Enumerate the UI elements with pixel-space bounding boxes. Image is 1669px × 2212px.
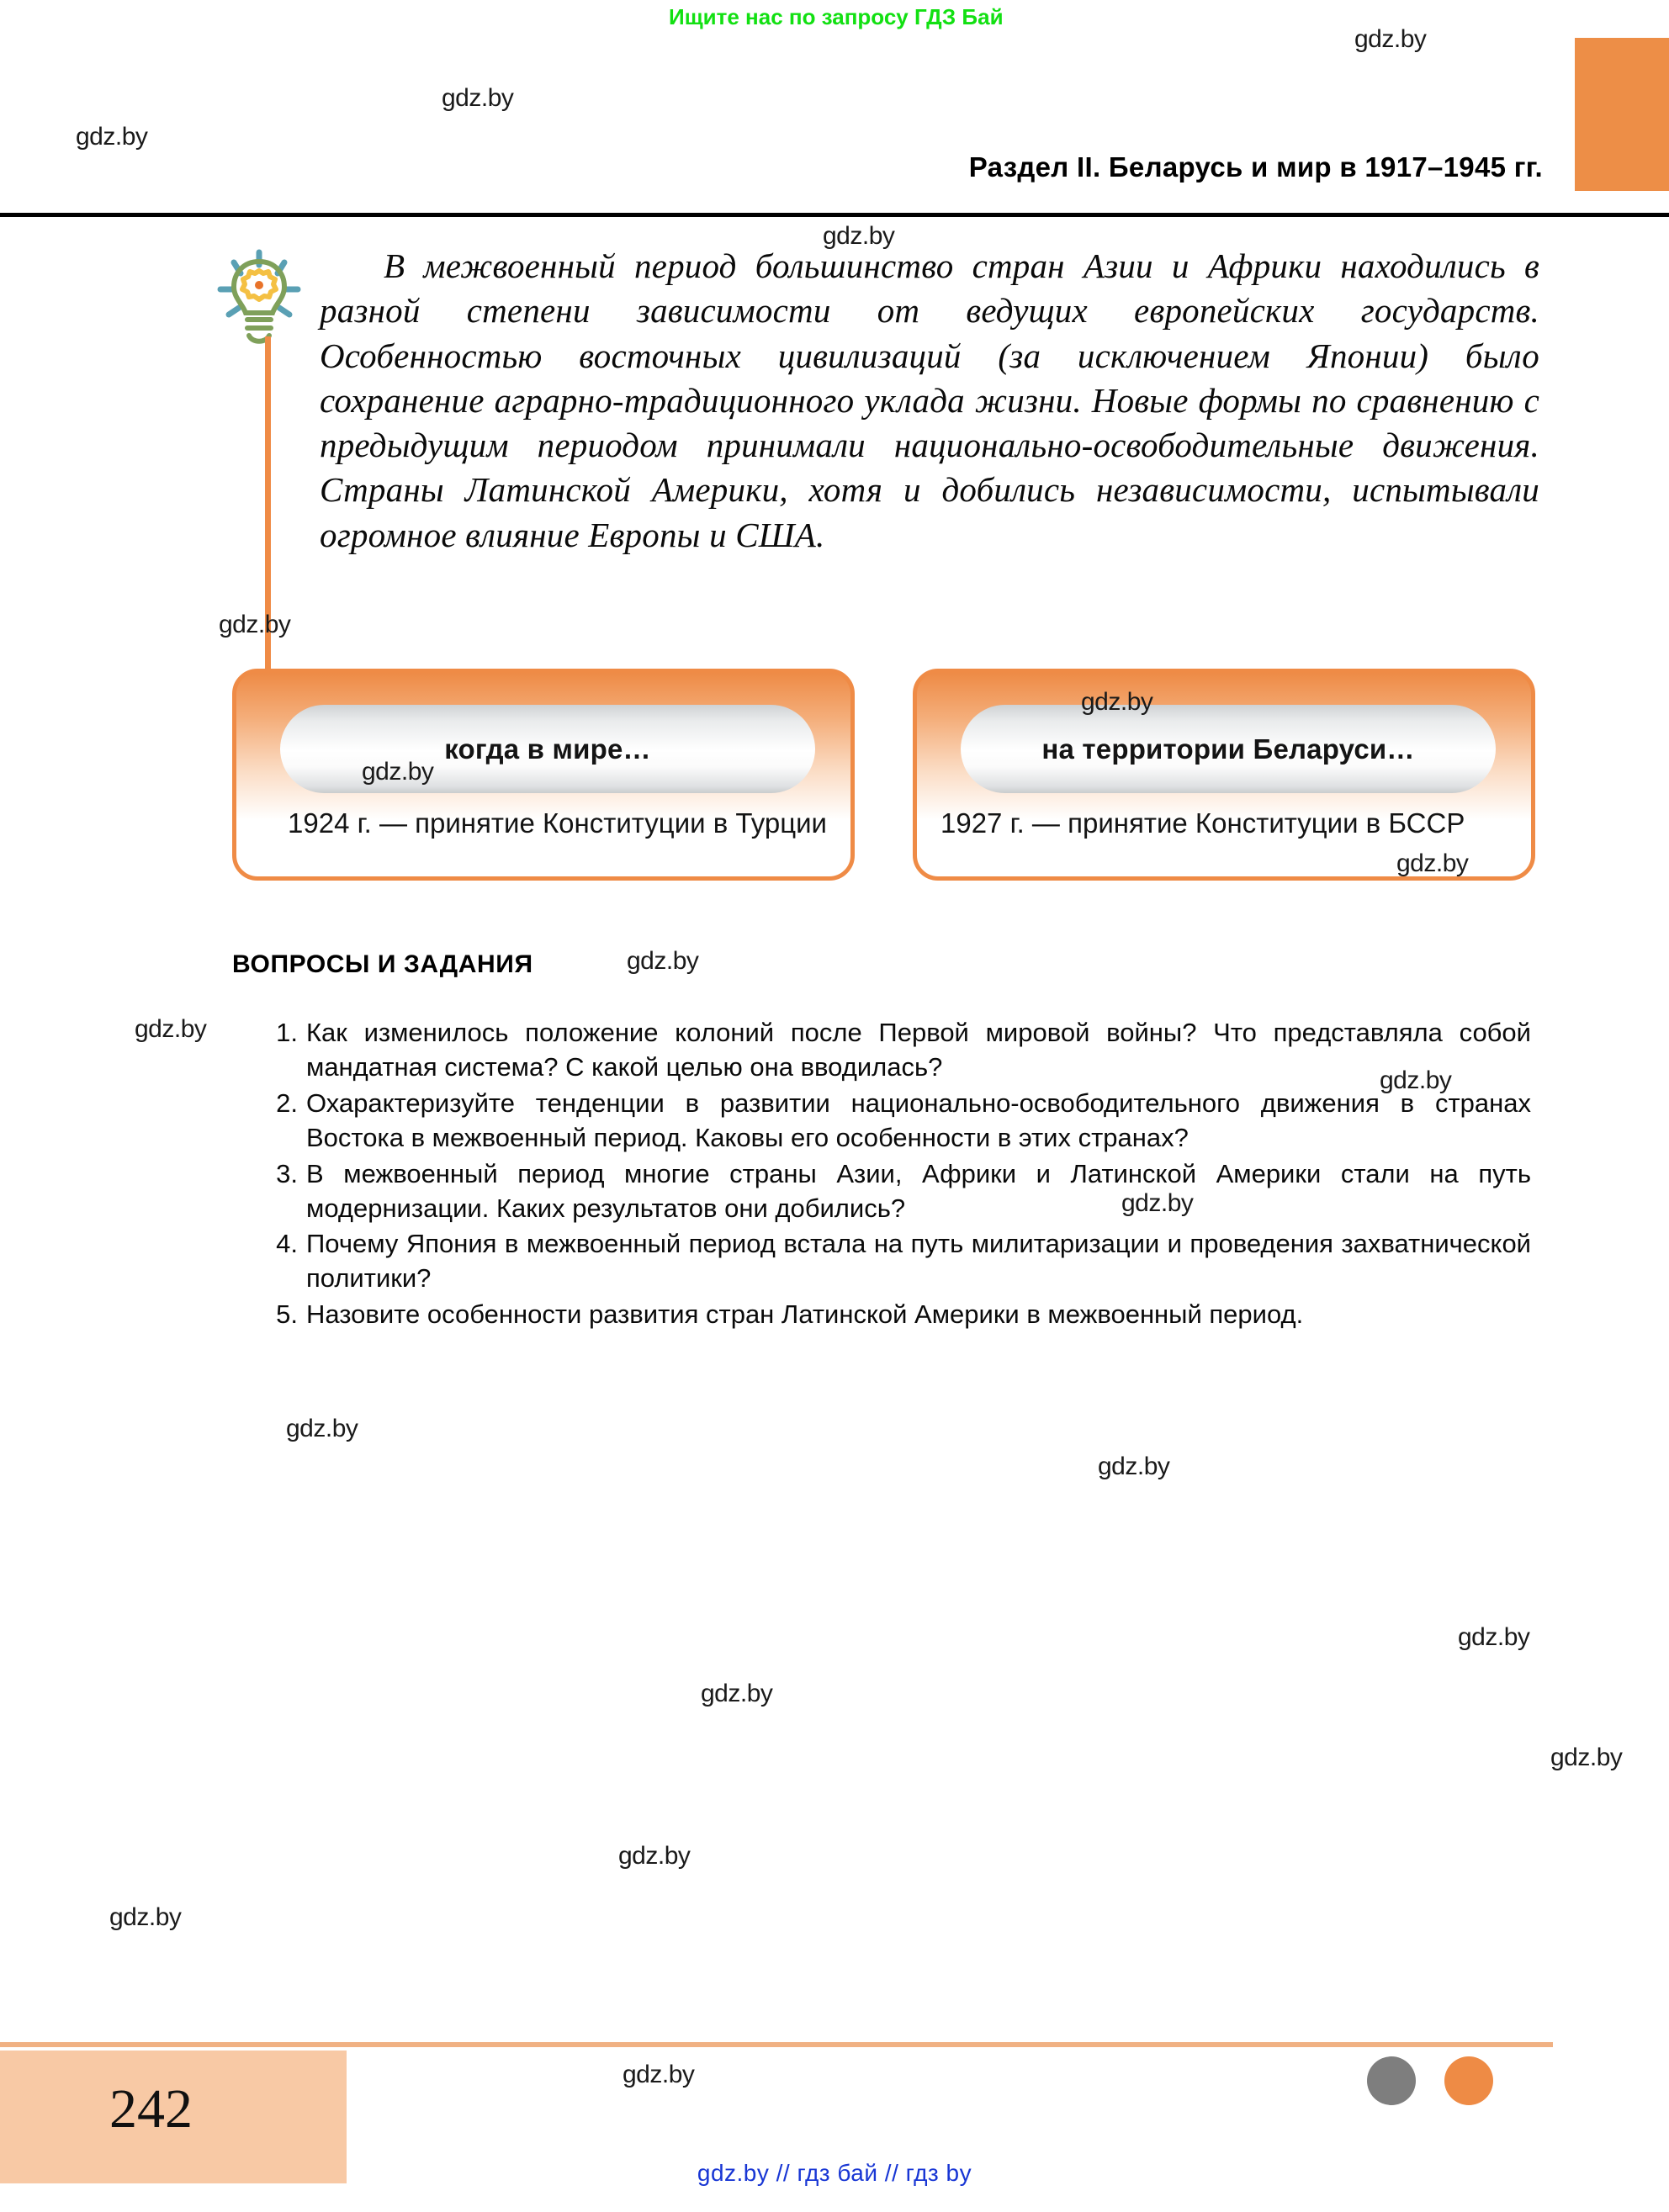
watermark-text: gdz.by	[618, 1842, 691, 1870]
question-text: В межвоенный период многие страны Азии, Африки и Латинской Америки стали на путь модернизации. Каких результатов они добились?	[306, 1158, 1531, 1223]
question-number: 3.	[276, 1158, 298, 1188]
watermark-text: gdz.by	[1121, 1189, 1194, 1217]
list-item	[269, 1298, 1531, 1332]
list-item	[269, 1227, 1531, 1296]
watermark-text: gdz.by	[362, 758, 434, 786]
lightbulb-idea-icon	[215, 249, 303, 350]
info-box-heading-pill	[280, 705, 815, 793]
info-box-world	[232, 669, 855, 881]
watermark-text: gdz.by	[1458, 1623, 1530, 1651]
header-divider	[0, 213, 1669, 217]
list-item	[269, 1157, 1531, 1226]
questions-section-title: ВОПРОСЫ И ЗАДАНИЯ	[232, 950, 533, 978]
footer-links: gdz.by // гдз бай // гдз by	[697, 2160, 972, 2186]
question-number: 5.	[276, 1299, 298, 1330]
questions-list	[269, 1016, 1531, 1334]
promo-banner-text: Ищите нас по запросу ГДЗ Бай	[669, 4, 1004, 29]
watermark-text: gdz.by	[1396, 849, 1469, 877]
watermark-text: gdz.by	[442, 84, 514, 112]
page-title: Раздел II. Беларусь и мир в 1917–1945 гг.	[968, 151, 1543, 183]
question-text: Назовите особенности развития стран Латинской Америки в межвоенный период.	[306, 1299, 1304, 1330]
watermark-text: gdz.by	[286, 1415, 358, 1442]
question-number: 2.	[276, 1087, 298, 1118]
watermark-text: gdz.by	[627, 947, 699, 975]
watermark-text: gdz.by	[1380, 1066, 1452, 1094]
watermark-text: gdz.by	[823, 222, 895, 250]
watermark-text: gdz.by	[623, 2061, 695, 2088]
info-box-body-text: 1927 г. — принятие Конституции в БССР	[940, 807, 1465, 839]
watermark-text: gdz.by	[219, 611, 291, 638]
decorative-dot-gray	[1367, 2056, 1416, 2105]
info-box-heading-label: на территории Беларуси…	[1041, 733, 1415, 765]
watermark-text: gdz.by	[1098, 1453, 1170, 1480]
watermark-text: gdz.by	[1550, 1744, 1623, 1771]
watermark-text: gdz.by	[76, 123, 148, 151]
section-color-tab	[1575, 38, 1669, 191]
watermark-text: gdz.by	[701, 1680, 773, 1707]
watermark-text: gdz.by	[1081, 688, 1153, 716]
question-text: Как изменилось положение колоний после Первой мировой войны? Что представляла собой мандатная система? С какой целью она вводилась?	[306, 1018, 1531, 1082]
list-item	[269, 1016, 1531, 1085]
intro-paragraph: В межвоенный период большинство стран Азии и Африки находились в разной степени зависимости от ведущих европейских государств. Особенностью восточных цивилизаций (за исключением Японии) было сохранение аграрно-традиционного уклада жизни. Новые формы по сравнению с предыдущим периодом принимали национально-освободительные движения. Страны Латинской Америки, хотя и добились независимости, испытывали огромное влияние Европы и США.	[320, 246, 1539, 554]
question-text: Почему Япония в межвоенный период встала на путь милитаризации и проведения захватнической политики?	[306, 1229, 1531, 1294]
info-box-heading-label: когда в мире…	[444, 733, 651, 765]
watermark-text: gdz.by	[1354, 25, 1427, 53]
info-box-heading-pill	[961, 705, 1496, 793]
decorative-dot-orange	[1444, 2056, 1493, 2105]
question-number: 1.	[276, 1018, 298, 1047]
page-number: 242	[109, 2078, 193, 2140]
question-number: 4.	[276, 1229, 298, 1259]
watermark-text: gdz.by	[109, 1903, 182, 1931]
watermark-text: gdz.by	[135, 1015, 207, 1043]
info-box-body-text: 1924 г. — принятие Конституции в Турции	[288, 807, 827, 839]
list-item	[269, 1087, 1531, 1156]
question-text: Охарактеризуйте тенденции в развитии национально-освободительного движения в странах Востока в межвоенный период. Каковы его особенности в этих странах?	[306, 1087, 1531, 1152]
footer-divider	[0, 2042, 1553, 2047]
